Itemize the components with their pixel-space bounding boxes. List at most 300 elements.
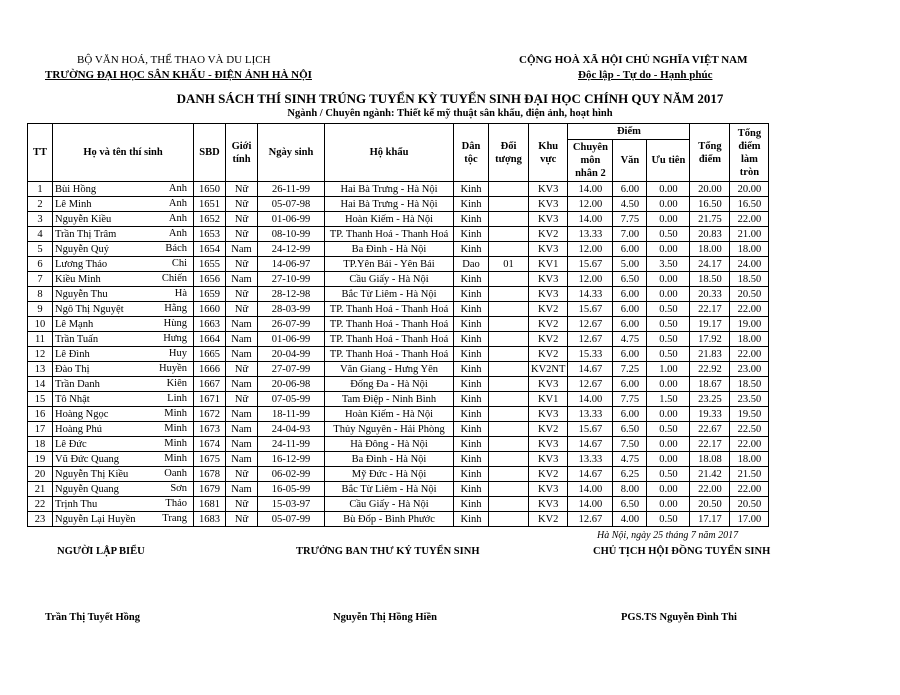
- cell-literature: 6.50: [613, 497, 647, 512]
- cell-gender: Nam: [226, 317, 258, 332]
- signer-prepared-by: Trần Thị Tuyết Hồng: [45, 612, 141, 623]
- cell-total: 22.17: [690, 302, 730, 317]
- cell-address: TP. Thanh Hoá - Thanh Hoá: [325, 332, 454, 347]
- cell-ethnic: Kinh: [454, 227, 489, 242]
- cell-rounded: 19.00: [730, 317, 769, 332]
- cell-name: [53, 227, 194, 242]
- cell-bonus: 0.00: [647, 212, 690, 227]
- cell-dob: 26-07-99: [258, 317, 325, 332]
- cell-dob: 20-06-98: [258, 377, 325, 392]
- cell-total: 18.67: [690, 377, 730, 392]
- cell-dob: 26-11-99: [258, 182, 325, 197]
- given-name: Minh: [164, 408, 187, 419]
- cell-gender: Nữ: [226, 287, 258, 302]
- cell-sbd: 1654: [194, 242, 226, 257]
- cell-gender: Nam: [226, 452, 258, 467]
- table-row: [28, 227, 769, 242]
- cell-ethnic: Kinh: [454, 482, 489, 497]
- table-row: [28, 242, 769, 257]
- cell-literature: 4.75: [613, 452, 647, 467]
- cell-literature: 6.50: [613, 272, 647, 287]
- table-row: [28, 422, 769, 437]
- cell-name: [53, 452, 194, 467]
- cell-priority: [489, 332, 529, 347]
- given-name: Thảo: [165, 498, 187, 509]
- cell-total: 18.08: [690, 452, 730, 467]
- cell-major: 13.33: [568, 452, 613, 467]
- cell-area: KV2: [529, 302, 568, 317]
- table-row: [28, 512, 769, 527]
- cell-dob: 05-07-99: [258, 512, 325, 527]
- cell-address: Tam Điệp - Ninh Bình: [325, 392, 454, 407]
- cell-total: 20.33: [690, 287, 730, 302]
- cell-priority: [489, 242, 529, 257]
- cell-literature: 6.50: [613, 422, 647, 437]
- cell-address: Bắc Từ Liêm - Hà Nội: [325, 482, 454, 497]
- cell-area: KV2: [529, 422, 568, 437]
- cell-literature: 6.00: [613, 302, 647, 317]
- cell-tt: 7: [28, 272, 53, 287]
- cell-gender: Nam: [226, 407, 258, 422]
- given-name: Chiến: [161, 273, 187, 284]
- table-row: [28, 272, 769, 287]
- cell-major: 15.67: [568, 257, 613, 272]
- cell-literature: 7.25: [613, 362, 647, 377]
- cell-area: KV3: [529, 212, 568, 227]
- cell-address: Ba Đình - Hà Nội: [325, 452, 454, 467]
- cell-address: TP. Thanh Hoá - Thanh Hoá: [325, 302, 454, 317]
- cell-major: 12.00: [568, 197, 613, 212]
- cell-area: KV3: [529, 452, 568, 467]
- cell-major: 12.00: [568, 242, 613, 257]
- cell-ethnic: Kinh: [454, 467, 489, 482]
- surname: Ngô Thị Nguyệt: [55, 303, 124, 315]
- cell-literature: 8.00: [613, 482, 647, 497]
- surname: Tô Nhật: [55, 393, 90, 405]
- cell-bonus: 0.00: [647, 377, 690, 392]
- cell-rounded: 22.00: [730, 437, 769, 452]
- cell-area: KV2NT: [529, 362, 568, 377]
- cell-priority: [489, 512, 529, 527]
- cell-tt: 3: [28, 212, 53, 227]
- cell-name: [53, 377, 194, 392]
- cell-address: Mỹ Đức - Hà Nội: [325, 467, 454, 482]
- cell-total: 20.83: [690, 227, 730, 242]
- cell-tt: 21: [28, 482, 53, 497]
- cell-literature: 5.00: [613, 257, 647, 272]
- cell-address: Thủy Nguyên - Hải Phòng: [325, 422, 454, 437]
- cell-ethnic: Kinh: [454, 317, 489, 332]
- cell-sbd: 1666: [194, 362, 226, 377]
- cell-ethnic: Kinh: [454, 197, 489, 212]
- cell-bonus: 0.00: [647, 437, 690, 452]
- cell-ethnic: Kinh: [454, 287, 489, 302]
- cell-rounded: 18.50: [730, 377, 769, 392]
- cell-total: 22.67: [690, 422, 730, 437]
- cell-total: 24.17: [690, 257, 730, 272]
- surname: Trần Danh: [55, 378, 100, 390]
- cell-bonus: 0.50: [647, 302, 690, 317]
- surname: Trần Thị Trâm: [55, 228, 117, 240]
- table-row: [28, 347, 769, 362]
- cell-tt: 17: [28, 422, 53, 437]
- cell-sbd: 1650: [194, 182, 226, 197]
- cell-rounded: 22.00: [730, 347, 769, 362]
- cell-tt: 11: [28, 332, 53, 347]
- cell-name: [53, 362, 194, 377]
- cell-rounded: 20.50: [730, 287, 769, 302]
- cell-priority: [489, 437, 529, 452]
- cell-name: [53, 437, 194, 452]
- table-header: [28, 124, 769, 182]
- cell-ethnic: Kinh: [454, 362, 489, 377]
- table-row: [28, 362, 769, 377]
- cell-tt: 20: [28, 467, 53, 482]
- given-name: Chi: [171, 258, 187, 269]
- role-prepared-by: NGƯỜI LẬP BIỂU: [57, 546, 145, 557]
- cell-rounded: 18.50: [730, 272, 769, 287]
- signing-date: Hà Nội, ngày 25 tháng 7 năm 2017: [597, 530, 739, 541]
- cell-sbd: 1660: [194, 302, 226, 317]
- given-name: Hằng: [164, 303, 187, 314]
- col-header-gender: Giới tính: [226, 124, 258, 182]
- cell-ethnic: Kinh: [454, 182, 489, 197]
- cell-priority: [489, 197, 529, 212]
- cell-gender: Nữ: [226, 392, 258, 407]
- cell-bonus: 0.00: [647, 497, 690, 512]
- surname: Bùi Hồng: [55, 183, 97, 195]
- surname: Hoàng Ngọc: [55, 408, 109, 420]
- surname: Lê Mạnh: [55, 318, 94, 330]
- cell-area: KV2: [529, 227, 568, 242]
- cell-rounded: 17.00: [730, 512, 769, 527]
- cell-ethnic: Kinh: [454, 512, 489, 527]
- cell-total: 21.42: [690, 467, 730, 482]
- table-row: [28, 407, 769, 422]
- col-header-literature: Văn: [613, 140, 647, 182]
- table-row: [28, 392, 769, 407]
- cell-tt: 2: [28, 197, 53, 212]
- cell-dob: 28-03-99: [258, 302, 325, 317]
- cell-ethnic: Kinh: [454, 347, 489, 362]
- cell-name: [53, 467, 194, 482]
- cell-tt: 1: [28, 182, 53, 197]
- cell-literature: 4.50: [613, 197, 647, 212]
- cell-address: TP.Yên Bái - Yên Bái: [325, 257, 454, 272]
- surname: Nguyễn Lại Huyền: [55, 513, 136, 525]
- cell-rounded: 23.00: [730, 362, 769, 377]
- cell-dob: 08-10-99: [258, 227, 325, 242]
- cell-rounded: 20.00: [730, 182, 769, 197]
- col-header-name: Họ và tên thí sinh: [53, 124, 194, 182]
- cell-sbd: 1671: [194, 392, 226, 407]
- cell-major: 14.00: [568, 182, 613, 197]
- cell-dob: 28-12-98: [258, 287, 325, 302]
- cell-priority: 01: [489, 257, 529, 272]
- cell-name: [53, 287, 194, 302]
- given-name: Trang: [162, 513, 187, 524]
- table-row: [28, 497, 769, 512]
- cell-bonus: 0.50: [647, 512, 690, 527]
- cell-tt: 5: [28, 242, 53, 257]
- cell-sbd: 1665: [194, 347, 226, 362]
- school-name-text: TRƯỜNG ĐẠI HỌC SÂN KHẤU - ĐIỆN ẢNH HÀ NỘI: [45, 69, 312, 81]
- cell-rounded: 22.00: [730, 482, 769, 497]
- cell-name: [53, 392, 194, 407]
- cell-major: 14.00: [568, 497, 613, 512]
- cell-bonus: 0.00: [647, 287, 690, 302]
- cell-priority: [489, 212, 529, 227]
- cell-tt: 13: [28, 362, 53, 377]
- col-header-major: Chuyên môn nhân 2: [568, 140, 613, 182]
- cell-priority: [489, 182, 529, 197]
- cell-priority: [489, 422, 529, 437]
- cell-dob: 01-06-99: [258, 332, 325, 347]
- cell-major: 13.33: [568, 227, 613, 242]
- cell-priority: [489, 407, 529, 422]
- cell-total: 17.17: [690, 512, 730, 527]
- cell-tt: 22: [28, 497, 53, 512]
- cell-ethnic: Kinh: [454, 272, 489, 287]
- surname: Nguyễn Thu: [55, 288, 108, 300]
- cell-literature: 6.00: [613, 407, 647, 422]
- col-header-ethnic: Dân tộc: [454, 124, 489, 182]
- surname: Nguyễn Kiều: [55, 213, 112, 225]
- cell-tt: 15: [28, 392, 53, 407]
- cell-major: 12.67: [568, 332, 613, 347]
- page-title: DANH SÁCH THÍ SINH TRÚNG TUYỂN KỲ TUYỂN SINH ĐẠI HỌC CHÍNH QUY NĂM 2017: [176, 91, 724, 106]
- cell-name: [53, 422, 194, 437]
- cell-ethnic: Kinh: [454, 422, 489, 437]
- cell-priority: [489, 362, 529, 377]
- cell-rounded: 16.50: [730, 197, 769, 212]
- cell-literature: 6.00: [613, 182, 647, 197]
- cell-ethnic: Kinh: [454, 242, 489, 257]
- surname: Hoàng Phú: [55, 423, 102, 435]
- cell-dob: 15-03-97: [258, 497, 325, 512]
- cell-ethnic: Kinh: [454, 407, 489, 422]
- cell-area: KV3: [529, 287, 568, 302]
- cell-major: 15.67: [568, 302, 613, 317]
- cell-sbd: 1656: [194, 272, 226, 287]
- col-header-total: Tổng điểm: [690, 124, 730, 182]
- cell-dob: 18-11-99: [258, 407, 325, 422]
- cell-literature: 4.00: [613, 512, 647, 527]
- cell-priority: [489, 452, 529, 467]
- surname: Vũ Đức Quang: [55, 453, 120, 465]
- cell-ethnic: Kinh: [454, 392, 489, 407]
- cell-ethnic: Kinh: [454, 497, 489, 512]
- cell-name: [53, 212, 194, 227]
- cell-major: 14.33: [568, 287, 613, 302]
- cell-tt: 10: [28, 317, 53, 332]
- surname: Nguyễn Thị Kiều: [55, 468, 129, 480]
- surname: Kiều Minh: [55, 273, 101, 285]
- cell-sbd: 1663: [194, 317, 226, 332]
- cell-total: 19.17: [690, 317, 730, 332]
- col-header-dob: Ngày sinh: [258, 124, 325, 182]
- surname: Nguyễn Quang: [55, 483, 119, 495]
- cell-gender: Nam: [226, 332, 258, 347]
- col-header-scores: Điểm: [568, 124, 690, 140]
- cell-total: 23.25: [690, 392, 730, 407]
- given-name: Kiên: [166, 378, 187, 389]
- cell-total: 22.92: [690, 362, 730, 377]
- given-name: Sơn: [170, 483, 187, 494]
- cell-gender: Nữ: [226, 227, 258, 242]
- cell-major: 14.00: [568, 212, 613, 227]
- cell-area: KV3: [529, 272, 568, 287]
- cell-tt: 19: [28, 452, 53, 467]
- cell-area: KV2: [529, 512, 568, 527]
- cell-tt: 4: [28, 227, 53, 242]
- cell-dob: 24-04-93: [258, 422, 325, 437]
- cell-area: KV1: [529, 392, 568, 407]
- cell-address: Cầu Giấy - Hà Nội: [325, 272, 454, 287]
- cell-tt: 14: [28, 377, 53, 392]
- cell-dob: 07-05-99: [258, 392, 325, 407]
- cell-gender: Nữ: [226, 197, 258, 212]
- given-name: Anh: [168, 198, 187, 209]
- cell-tt: 6: [28, 257, 53, 272]
- cell-priority: [489, 227, 529, 242]
- cell-bonus: 0.00: [647, 197, 690, 212]
- cell-rounded: 19.50: [730, 407, 769, 422]
- cell-priority: [489, 497, 529, 512]
- surname: Đào Thị: [55, 363, 90, 375]
- cell-gender: Nữ: [226, 182, 258, 197]
- cell-sbd: 1655: [194, 257, 226, 272]
- cell-rounded: 22.00: [730, 212, 769, 227]
- cell-literature: 6.00: [613, 242, 647, 257]
- cell-bonus: 3.50: [647, 257, 690, 272]
- cell-ethnic: Kinh: [454, 332, 489, 347]
- cell-total: 21.75: [690, 212, 730, 227]
- cell-gender: Nam: [226, 422, 258, 437]
- role-secretary-head: TRƯỞNG BAN THƯ KÝ TUYỂN SINH: [296, 546, 480, 557]
- cell-priority: [489, 287, 529, 302]
- cell-name: [53, 332, 194, 347]
- cell-gender: Nữ: [226, 257, 258, 272]
- cell-major: 14.00: [568, 392, 613, 407]
- cell-ethnic: Kinh: [454, 452, 489, 467]
- cell-bonus: 1.50: [647, 392, 690, 407]
- cell-name: [53, 197, 194, 212]
- cell-name: [53, 347, 194, 362]
- cell-name: [53, 407, 194, 422]
- cell-literature: 6.00: [613, 377, 647, 392]
- col-header-priority: Đối tượng: [489, 124, 529, 182]
- cell-dob: 27-07-99: [258, 362, 325, 377]
- cell-address: Ba Đình - Hà Nội: [325, 242, 454, 257]
- cell-major: 14.67: [568, 437, 613, 452]
- cell-bonus: 1.00: [647, 362, 690, 377]
- given-name: Minh: [164, 423, 187, 434]
- cell-area: KV2: [529, 467, 568, 482]
- cell-priority: [489, 272, 529, 287]
- table-body: [28, 182, 769, 527]
- table-row: [28, 197, 769, 212]
- given-name: Huyền: [159, 363, 187, 374]
- surname: Lê Đức: [55, 438, 87, 450]
- cell-bonus: 0.00: [647, 407, 690, 422]
- cell-dob: 16-05-99: [258, 482, 325, 497]
- cell-ethnic: Kinh: [454, 212, 489, 227]
- cell-gender: Nữ: [226, 512, 258, 527]
- cell-area: KV2: [529, 317, 568, 332]
- cell-sbd: 1667: [194, 377, 226, 392]
- cell-total: 18.50: [690, 272, 730, 287]
- cell-gender: Nữ: [226, 497, 258, 512]
- cell-area: KV3: [529, 197, 568, 212]
- cell-dob: 24-12-99: [258, 242, 325, 257]
- cell-total: 22.17: [690, 437, 730, 452]
- cell-ethnic: Kinh: [454, 302, 489, 317]
- cell-address: Bù Đốp - Bình Phước: [325, 512, 454, 527]
- surname: Lê Đình: [55, 348, 90, 360]
- cell-sbd: 1679: [194, 482, 226, 497]
- signer-secretary-head: Nguyễn Thị Hồng Hiền: [333, 612, 437, 623]
- cell-address: Bắc Từ Liêm - Hà Nội: [325, 287, 454, 302]
- surname: Trần Tuấn: [55, 333, 99, 345]
- cell-bonus: 0.50: [647, 347, 690, 362]
- cell-priority: [489, 392, 529, 407]
- cell-area: KV3: [529, 482, 568, 497]
- cell-sbd: 1678: [194, 467, 226, 482]
- cell-address: Cầu Giấy - Hà Nội: [325, 497, 454, 512]
- cell-rounded: 20.50: [730, 497, 769, 512]
- cell-dob: 01-06-99: [258, 212, 325, 227]
- cell-major: 12.67: [568, 317, 613, 332]
- cell-dob: 05-07-98: [258, 197, 325, 212]
- cell-address: TP. Thanh Hoá - Thanh Hoá: [325, 317, 454, 332]
- admission-table: [27, 123, 769, 527]
- cell-total: 20.50: [690, 497, 730, 512]
- cell-priority: [489, 302, 529, 317]
- cell-area: KV2: [529, 347, 568, 362]
- cell-name: [53, 272, 194, 287]
- table-row: [28, 257, 769, 272]
- ministry-name: BỘ VĂN HOÁ, THỂ THAO VÀ DU LỊCH: [77, 54, 271, 66]
- cell-gender: Nam: [226, 242, 258, 257]
- cell-rounded: 24.00: [730, 257, 769, 272]
- surname: Nguyễn Quý: [55, 243, 109, 255]
- cell-bonus: 0.00: [647, 452, 690, 467]
- surname: Lê Minh: [55, 198, 92, 210]
- cell-literature: 6.00: [613, 287, 647, 302]
- cell-literature: 6.25: [613, 467, 647, 482]
- school-name: [45, 69, 312, 81]
- cell-ethnic: Kinh: [454, 437, 489, 452]
- cell-bonus: 0.50: [647, 467, 690, 482]
- cell-literature: 7.50: [613, 437, 647, 452]
- cell-tt: 16: [28, 407, 53, 422]
- cell-gender: Nữ: [226, 212, 258, 227]
- table-row: [28, 302, 769, 317]
- cell-total: 18.00: [690, 242, 730, 257]
- cell-dob: 06-02-99: [258, 467, 325, 482]
- cell-area: KV3: [529, 182, 568, 197]
- cell-total: 16.50: [690, 197, 730, 212]
- cell-literature: 7.75: [613, 212, 647, 227]
- cell-gender: Nữ: [226, 362, 258, 377]
- cell-address: Hà Đông - Hà Nội: [325, 437, 454, 452]
- cell-rounded: 18.00: [730, 452, 769, 467]
- cell-major: 13.33: [568, 407, 613, 422]
- cell-gender: Nam: [226, 347, 258, 362]
- cell-name: [53, 317, 194, 332]
- cell-sbd: 1673: [194, 422, 226, 437]
